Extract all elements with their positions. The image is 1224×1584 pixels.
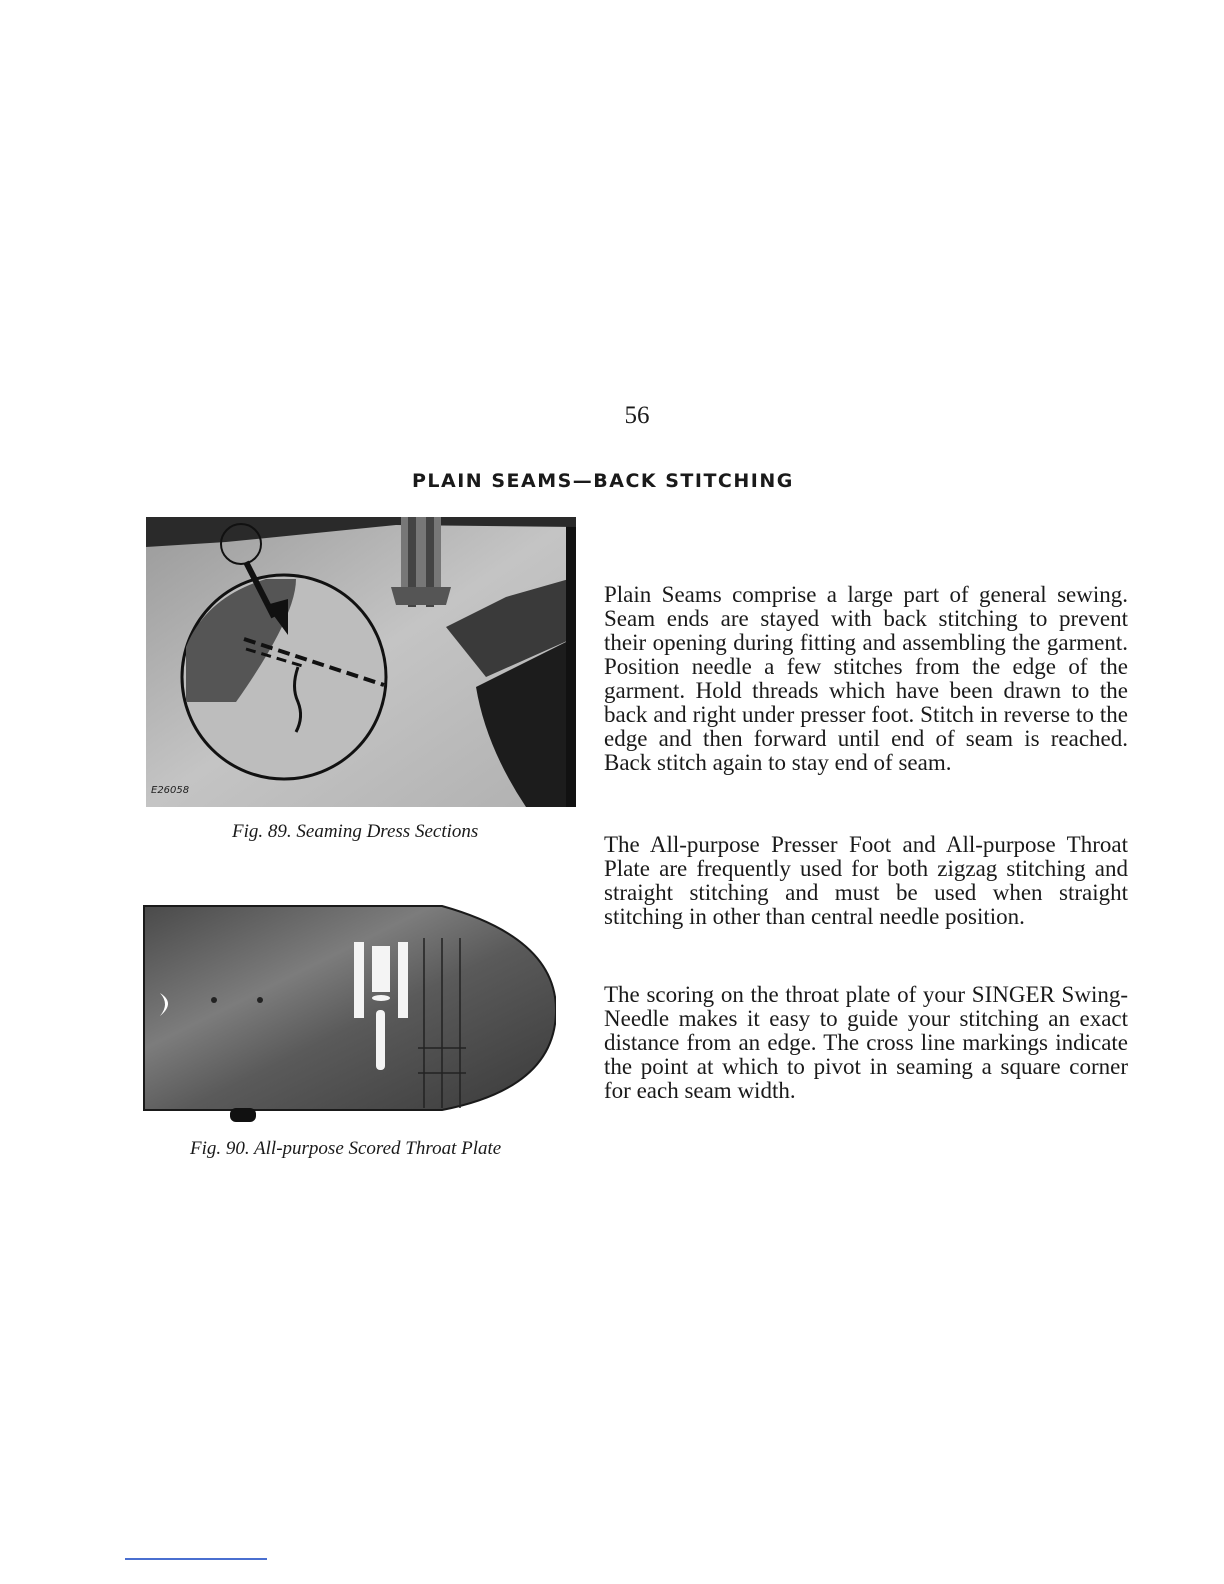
paragraph-all-purpose-foot: The All-purpose Presser Foot and All-purpose Throat Plate are frequently used for both zigzag stitching and straight stitching and must be used when straight stitching in other than central needle position. — [604, 832, 1128, 929]
sewing-seam-photo-icon — [146, 517, 576, 807]
figure-89-caption: Fig. 89. Seaming Dress Sections — [232, 821, 479, 842]
paragraph-scoring: The scoring on the throat plate of your SINGER Swing-Needle makes it easy to guide your stitching an exact distance from an edge. The cross line markings indicate the point at which to pivot in seaming a square corner for each seam width. — [604, 982, 1128, 1103]
figure-89-seaming-photo — [146, 517, 576, 807]
page-number: 56 — [624, 402, 650, 429]
paragraph-plain-seams: Plain Seams comprise a large part of general sewing. Seam ends are stayed with back stitching to prevent their opening during fitting and assembling the garment. Position needle a few stitches from the edge of the garment. Hold threads which have been drawn to the back and right under presser foot. Stitch in reverse to the edge and then forward until end of seam is reached. Back stitch again to stay end of seam. — [604, 582, 1128, 775]
figure-90-throat-plate — [142, 898, 556, 1124]
bottom-rule — [125, 1558, 267, 1560]
section-title: PLAIN SEAMS—BACK STITCHING — [412, 470, 794, 492]
figure-90-caption: Fig. 90. All-purpose Scored Throat Plate — [190, 1138, 502, 1159]
figure-code: E26058 — [151, 785, 190, 796]
throat-plate-photo-icon — [142, 898, 556, 1124]
